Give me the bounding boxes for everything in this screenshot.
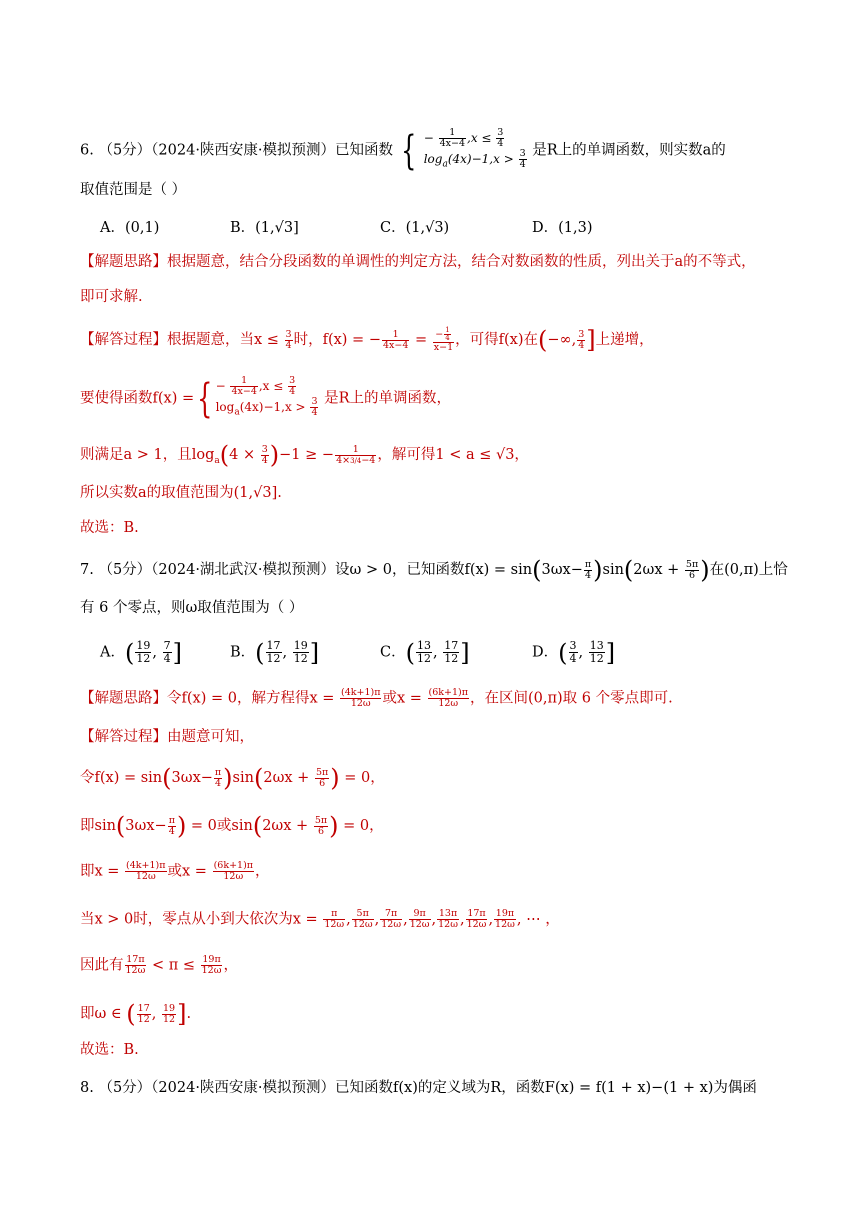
q7-l2: 即sin (80, 818, 116, 834)
q6-option-c: C．(1,√3) (380, 220, 450, 236)
q7-option-c-label: C． (380, 644, 406, 661)
q7-process (80, 727, 254, 747)
q6-proc-1c: ，可得f(x)在 (455, 332, 538, 348)
q6-idea-line2: 即可求解. (80, 289, 143, 305)
q6-piecewise: − $\frac{1}{4x-4}$ ,x ≤ $\frac{3}{4}$ $\log_a(4x)-1,x$ > $\frac{3}{4}$ (423, 127, 526, 170)
q7-idea-b: 或x = (382, 690, 427, 707)
q7-l5: 因此有 (80, 957, 124, 974)
q7-option-a-label: A． (100, 644, 125, 661)
q7-option-d-label: D． (532, 644, 559, 661)
q7-option-d: D．( $\frac{3}{4}$ , $\frac{13}{12}$ ] (532, 638, 616, 667)
q7-stem-line2: 有 6 个零点，则ω取值范围为（ ） (80, 600, 304, 616)
q6-option-b: B．(1,√3] (230, 220, 299, 236)
q7-idea: 【解题思路】令f(x) = 0，解方程得x = $\frac{(4k+1)\pi}{12\omega}$ 或x = $\frac{(6k+1)\pi}{12\omega}$ ，在区间(0,π)取 6 个零点即可. (80, 687, 673, 709)
q7-process-tag: 【解答过程】 (80, 729, 167, 745)
q7-stem-prefix: 7. （5分）（2024·湖北武汉·模拟预测）设ω > 0，已知函数f(x) = sin (80, 562, 533, 578)
q6-idea-text: 根据题意，结合分段函数的单调性的判定方法，结合对数函数的性质，列出关于a的不等式， (167, 254, 756, 270)
q7-line5: 因此有 $\frac{17\pi}{12\omega}$ < π ≤ $\frac{19\pi}{12\omega}$ ， (80, 954, 238, 976)
q7-line2: 即sin(3ωx− $\frac{\pi}{4}$ ) = 0或sin(2ωx + $\frac{5\pi}{6}$ ) = 0， (80, 812, 384, 840)
q7-option-c: C．( $\frac{13}{12}$ , $\frac{17}{12}$ ] (380, 638, 470, 667)
q7-l3: 即x = (80, 863, 125, 880)
q7-l1: 令f(x) = sin (80, 770, 163, 786)
q7-l6: 即ω ∈ (80, 1006, 127, 1022)
q8-stem: 8. （5分）（2024·陕西安康·模拟预测）已知函数f(x)的定义域为R，函数F(x) = f(1 + x)−(1 + x)为偶函 (80, 1080, 757, 1096)
q6-proc-1d: 上递增， (595, 332, 654, 348)
q6-option-a: A．(0,1) (100, 220, 160, 236)
q6-proc-3a: 则满足a > 1，且log (80, 447, 215, 463)
q7-option-a: A．( $\frac{19}{12}$ , $\frac{7}{4}$ ] (100, 638, 182, 667)
q6-option-d: D．(1,3) (532, 220, 593, 236)
q7-option-b: B．( $\frac{17}{12}$ , $\frac{19}{12}$ ] (230, 638, 320, 667)
q7-l4: 当x > 0时，零点从小到大依次为x = (80, 911, 323, 928)
q6-proc-1b: 时，f(x) = − (293, 332, 381, 348)
q6-proc-2b: 是R上的单调函数， (319, 390, 452, 407)
q7-line4: 当x > 0时，零点从小到大依次为x = $\frac{\pi}{12\omega}$ , $\frac{5\pi}{12\omega}$ , $\frac{7\pi}{12\omega}$ , $\frac{9\pi}{12\omega}$ , $\frac{13\pi}{12\omega}$ , $\frac{17\pi}{12\omega}$ , $\frac{19\pi}{12\omega}$ , ⋯ ， (80, 908, 560, 930)
q7-line1: 令f(x) = sin(3ωx− $\frac{\pi}{4}$ )sin(2ωx + $\frac{5\pi}{6}$ ) = 0， (80, 764, 385, 792)
q6-process-line1: 【解答过程】根据题意，当x ≤ $\frac{3}{4}$ 时，f(x) = − $\frac{1}{4x-4}$ = − $\frac{1}{4}$ x−1 ，可得f(x)在(−∞, $\frac{3}{4}$ ]上递增， (80, 326, 654, 354)
q6-process-line4: 所以实数a的取值范围为(1,√3]. (80, 485, 282, 501)
q7-line6: 即ω ∈ ( $\frac{17}{12}$ , $\frac{19}{12}$ ]. (80, 1000, 192, 1028)
q6-proc-1a: 根据题意，当x ≤ (167, 332, 284, 348)
q6-process-tag: 【解答过程】 (80, 332, 167, 348)
q7-stem-suffix: 在(0,π)上恰 (709, 562, 788, 578)
q6-stem-suffix: 是R上的单调函数，则实数a的 (532, 142, 726, 159)
q6-stem-line2: 取值范围是（ ） (80, 182, 187, 198)
q6-stem-prefix: 6. （5分）（2024·陕西安康·模拟预测）已知函数 (80, 142, 394, 159)
q6-proc-3b: ，解可得1 < a ≤ √3， (377, 447, 529, 463)
q7-idea-c: ，在区间(0,π)取 6 个零点即可. (469, 690, 673, 707)
q7-idea-tag: 【解题思路】 (80, 690, 167, 707)
q7-option-b-label: B． (230, 644, 256, 661)
q6-process-line3: 则满足a > 1，且$\log_a(4$ × $\frac{3}{4}$ )−1 ≥ − $\frac{1}{4\times 3/4-4}$ ，解可得1 < a ≤ √3， (80, 441, 529, 469)
q6-idea (80, 252, 756, 272)
q7-stem: 7. （5分）（2024·湖北武汉·模拟预测）设ω > 0，已知函数f(x) = sin(3ωx− $\frac{\pi}{4}$ )sin(2ωx + $\frac{5\pi}{6}$ )在(0,π)上恰 (80, 556, 788, 584)
q6-answer: 故选：B. (80, 520, 139, 536)
q7-idea-a: 令f(x) = 0，解方程得x = (167, 690, 339, 707)
q7-line3: 即x = $\frac{(4k+1)\pi}{12\omega}$ 或x = $\frac{(6k+1)\pi}{12\omega}$ ， (80, 860, 270, 882)
q7-process-text: 由题意可知， (167, 729, 254, 745)
q6-idea-tag: 【解题思路】 (80, 254, 167, 270)
q6-process-line2: 要使得函数f(x) ={ − $\frac{1}{4x-4}$ ,x ≤ $\frac{3}{4}$ $\log_a(4x)-1,x$ > $\frac{3}{4}$ 是R上的单调函数， (80, 375, 452, 422)
q6-proc-2a: 要使得函数f(x) = (80, 390, 195, 407)
q7-answer: 故选：B. (80, 1042, 139, 1058)
q6-brace: { (400, 127, 417, 174)
q6-stem (80, 128, 726, 173)
